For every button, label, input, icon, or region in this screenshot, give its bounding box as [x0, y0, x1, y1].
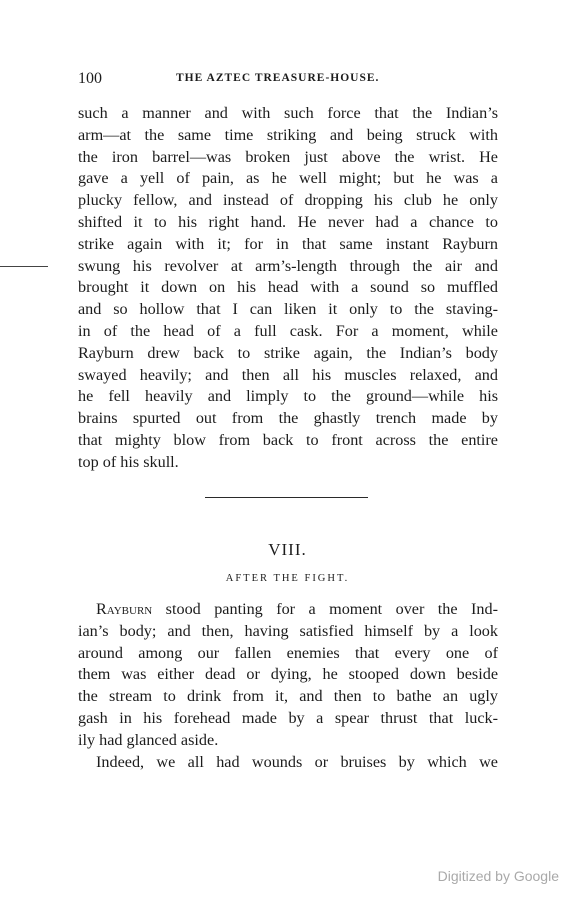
text-line: gave a yell of pain, as he well might; but he was a — [78, 169, 498, 188]
text-line: in of the head of a full cask. For a moment, while — [78, 321, 498, 340]
text-line: the stream to drink from it, and then to bathe an ugly — [78, 687, 498, 706]
text-line: the iron barrel—was broken just above the wrist. He — [78, 147, 498, 166]
text-line: strike again with it; for in that same instant Rayburn — [78, 234, 498, 253]
text-line-first — [78, 599, 498, 621]
chapter-title: AFTER THE FIGHT. — [225, 573, 350, 584]
text-line-indented — [78, 752, 498, 774]
page-number: 100 — [78, 70, 102, 87]
text-line: swung his revolver at arm’s-length through the air and — [78, 256, 498, 275]
text-line: shifted it to his right hand. He never had a chance to — [78, 212, 498, 231]
indented-line-text: Indeed, we all had wounds or bruises by which we — [96, 752, 498, 771]
text-line: he fell heavily and limply to the ground—while his — [78, 387, 498, 406]
text-line: such a manner and with such force that the Indian’s — [78, 104, 498, 122]
text-line: them was either dead or dying, he stooped down beside — [78, 665, 498, 684]
text-line: brains spurted out from the ghastly trench made by — [78, 409, 498, 428]
text-line: plucky fellow, and instead of dropping his club he only — [78, 191, 498, 210]
text-line: arm—at the same time striking and being struck with — [78, 125, 498, 144]
first-line-rest: stood panting for a moment over the Ind- — [152, 600, 498, 618]
text-line: ily had glanced aside. — [78, 730, 219, 749]
digitization-watermark: Digitized by Google — [437, 868, 559, 884]
section-divider — [205, 497, 368, 498]
chapter-paragraph — [78, 599, 498, 773]
text-line: and so hollow that I can liken it only to the staving- — [78, 300, 498, 319]
text-line: Rayburn drew back to strike again, the Indian’s body — [78, 343, 498, 362]
chapter-number: VIII. — [268, 540, 307, 559]
page-header — [78, 70, 498, 90]
paragraph-continued — [78, 103, 498, 474]
text-line: around among our fallen enemies that every one of — [78, 643, 498, 662]
drop-word: Rayburn — [96, 600, 153, 618]
text-line: swayed heavily; and then all his muscles relaxed, and — [78, 365, 498, 384]
text-line: gash in his forehead made by a spear thrust that luck- — [78, 708, 498, 727]
running-title: THE AZTEC TREASURE-HOUSE. — [176, 72, 380, 84]
text-line: brought it down on his head with a sound so muffled — [78, 278, 498, 297]
text-line: top of his skull. — [78, 452, 179, 471]
text-line: ian’s body; and then, having satisfied himself by a look — [78, 621, 498, 640]
text-line: that mighty blow from back to front across the entire — [78, 430, 498, 449]
margin-mark — [0, 266, 48, 267]
